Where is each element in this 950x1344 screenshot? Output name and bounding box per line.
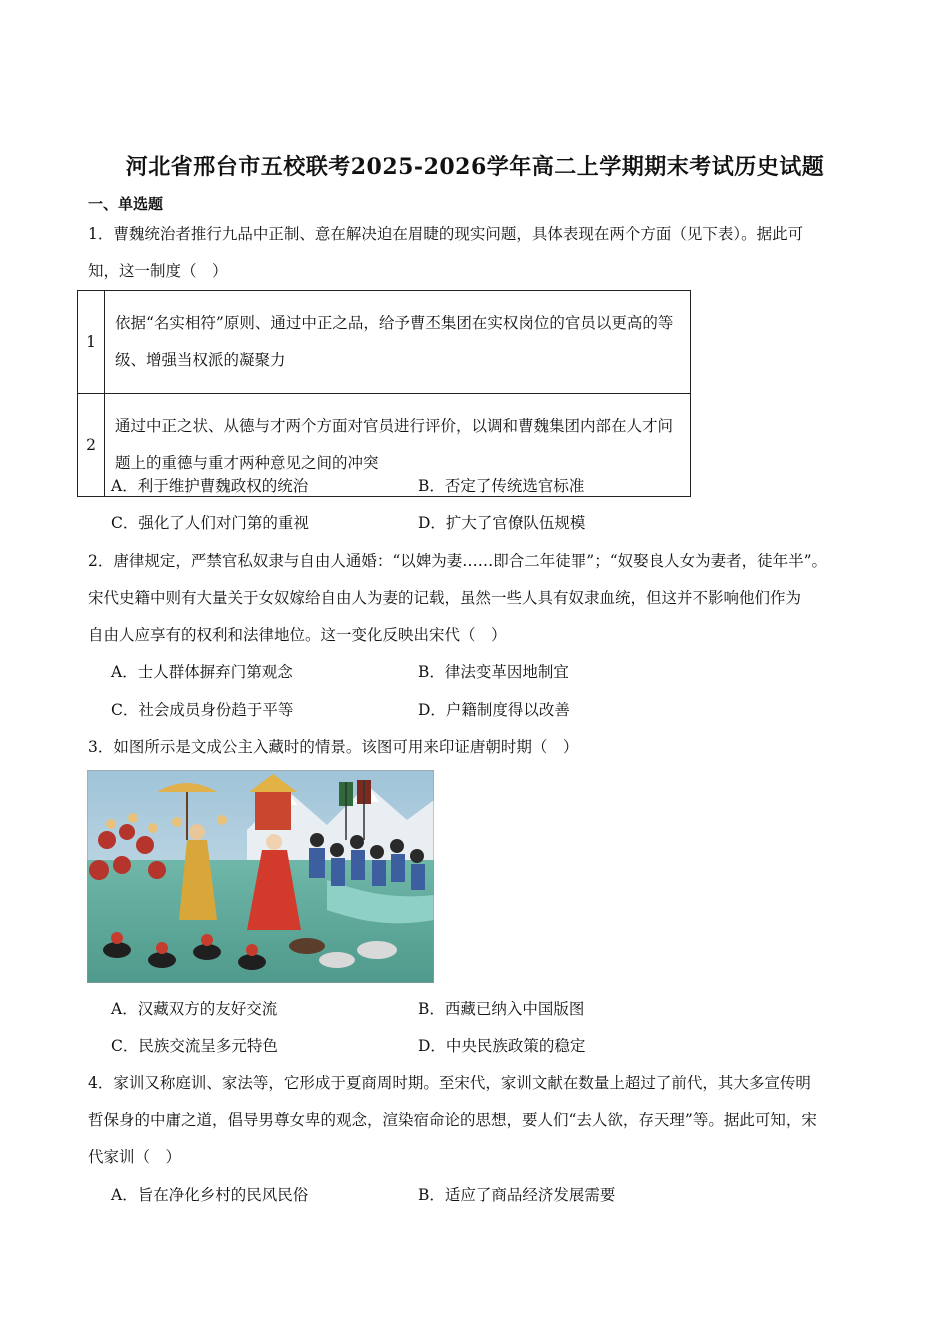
q2-option-a[interactable]: A．士人群体摒弃门第观念 bbox=[111, 663, 293, 681]
q1-option-d[interactable]: D．扩大了官僚队伍规模 bbox=[418, 514, 586, 532]
table-row-text: 依据“名实相符”原则、通过中正之品，给予曹丕集团在实权岗位的官员以更高的等级、增强当权派的凝聚力 bbox=[105, 291, 691, 394]
q4-option-b[interactable]: B．适应了商品经济发展需要 bbox=[418, 1186, 616, 1204]
q3-option-a[interactable]: A．汉藏双方的友好交流 bbox=[111, 1000, 278, 1018]
table-row-text: 通过中正之状、从德与才两个方面对官员进行评价，以调和曹魏集团内部在人才问题上的重德与重才两种意见之间的冲突 bbox=[105, 394, 691, 497]
q3-option-b[interactable]: B．西藏已纳入中国版图 bbox=[418, 1000, 585, 1018]
q2-option-d[interactable]: D．户籍制度得以改善 bbox=[418, 701, 570, 719]
q1-stem-line2: 知，这一制度（ ） bbox=[88, 262, 228, 280]
q1-option-a[interactable]: A．利于维护曹魏政权的统治 bbox=[111, 477, 309, 495]
q1-option-b[interactable]: B．否定了传统选官标准 bbox=[418, 477, 585, 495]
q4-stem-line1: 4．家训又称庭训、家法等，它形成于夏商周时期。至宋代，家训文献在数量上超过了前代，其大多宣传明 bbox=[88, 1074, 811, 1092]
section-heading: 一、单选题 bbox=[88, 195, 164, 213]
q3-option-c[interactable]: C．民族交流呈多元特色 bbox=[111, 1037, 278, 1055]
q4-option-a[interactable]: A．旨在净化乡村的民风民俗 bbox=[111, 1186, 309, 1204]
q3-painting-image bbox=[87, 770, 434, 983]
table-row-number: 1 bbox=[78, 291, 105, 394]
q3-option-d[interactable]: D．中央民族政策的稳定 bbox=[418, 1037, 586, 1055]
q1-stem-line1: 1．曹魏统治者推行九品中正制、意在解决迫在眉睫的现实问题，具体表现在两个方面（见下表）。据此可 bbox=[88, 225, 804, 243]
q2-option-c[interactable]: C．社会成员身份趋于平等 bbox=[111, 701, 294, 719]
q1-table bbox=[77, 290, 691, 497]
q2-stem-line1: 2．唐律规定，严禁官私奴隶与自由人通婚：“以婢为妻……即合二年徒罪”；“奴娶良人女为妻者，徒年半”。 bbox=[88, 552, 828, 570]
q4-stem-line3: 代家训（ ） bbox=[88, 1148, 182, 1166]
q4-stem-line2: 哲保身的中庸之道，倡导男尊女卑的观念，渲染宿命论的思想，要人们“去人欲，存天理”等。据此可知，宋 bbox=[88, 1111, 817, 1129]
q2-option-b[interactable]: B．律法变革因地制宜 bbox=[418, 663, 569, 681]
q1-option-c[interactable]: C．强化了人们对门第的重视 bbox=[111, 514, 309, 532]
q2-stem-line3: 自由人应享有的权利和法律地位。这一变化反映出宋代（ ） bbox=[88, 626, 507, 644]
table-row-number: 2 bbox=[78, 394, 105, 497]
q3-stem-line1: 3．如图所示是文成公主入藏时的情景。该图可用来印证唐朝时期（ ） bbox=[88, 738, 579, 756]
q2-stem-line2: 宋代史籍中则有大量关于女奴嫁给自由人为妻的记载，虽然一些人具有奴隶血统，但这并不影响他们作为 bbox=[88, 589, 802, 607]
page-title: 河北省邢台市五校联考2025-2026学年高二上学期期末考试历史试题 bbox=[125, 154, 825, 180]
table-row bbox=[78, 291, 691, 394]
